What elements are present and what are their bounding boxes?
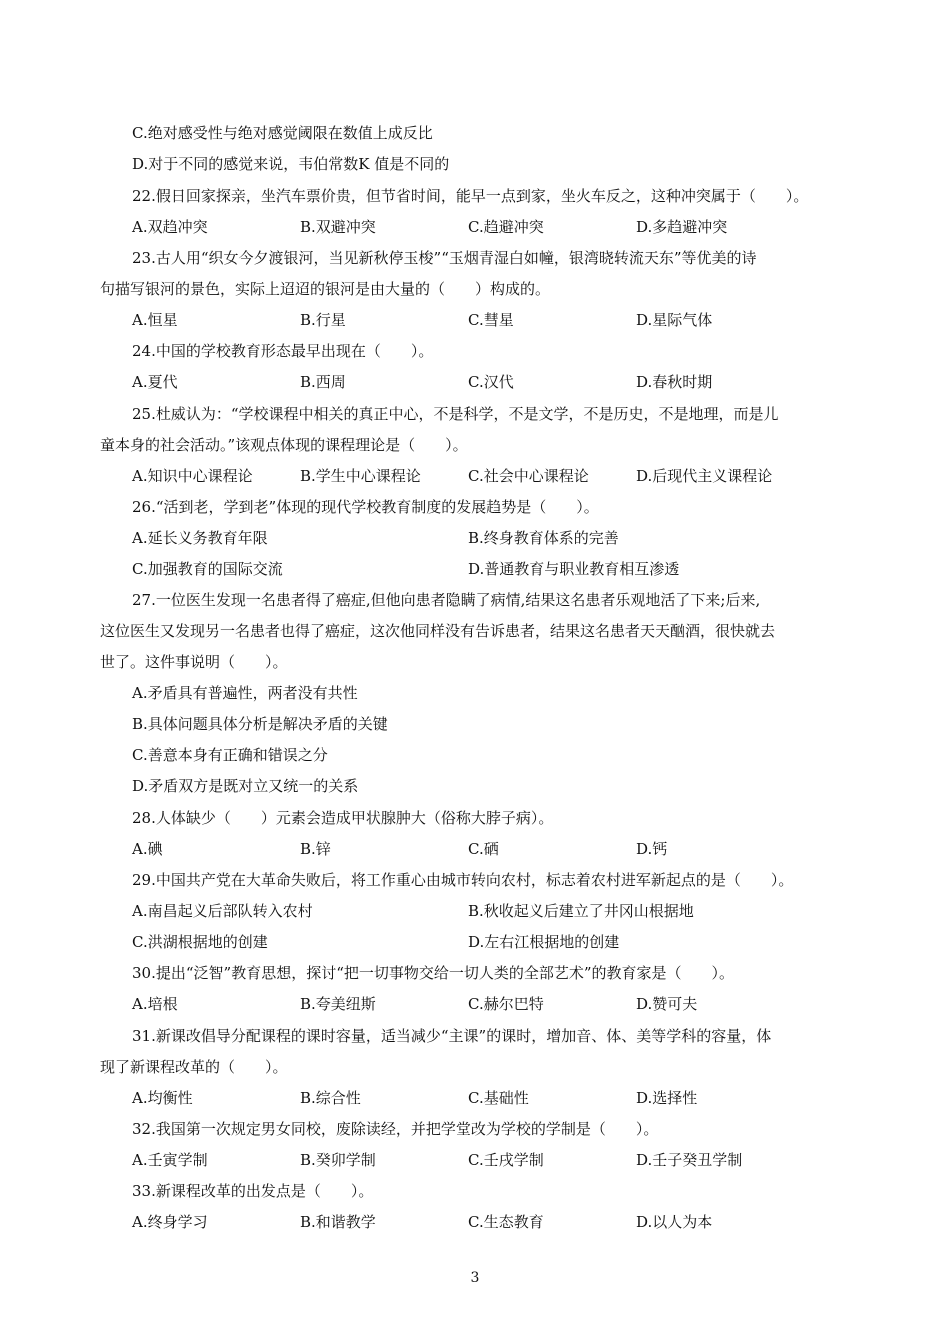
option-b: B.行星	[300, 311, 346, 329]
option-c: C.壬戌学制	[468, 1151, 544, 1169]
option-a: A.壬寅学制	[132, 1151, 208, 1169]
option-a: A.恒星	[132, 311, 178, 329]
option-c: C.社会中心课程论	[468, 467, 589, 485]
option-a: A.延长义务教育年限	[132, 529, 268, 547]
page-number: 3	[470, 1270, 480, 1286]
option-d: D.多趋避冲突	[636, 218, 728, 236]
question-30: 30.提出“泛智”教育思想，探讨“把一切事物交给一切人类的全部艺术”的教育家是（ ）。	[132, 964, 735, 982]
option-d: D.以人为本	[636, 1213, 713, 1231]
option-a: A.终身学习	[132, 1213, 208, 1231]
option-c: C.汉代	[468, 373, 514, 391]
option-c: C.基础性	[468, 1089, 529, 1107]
option-b: B.双避冲突	[300, 218, 376, 236]
question-27: 27.一位医生发现一名患者得了癌症,但他向患者隐瞒了病情,结果这名患者乐观地活了下来;后来,	[132, 591, 761, 609]
option-c: C.硒	[468, 840, 499, 858]
option-d: D.选择性	[636, 1089, 698, 1107]
option-d: D.钙	[636, 840, 668, 858]
question-25-cont: 童本身的社会活动。”该观点体现的课程理论是（ ）。	[100, 436, 468, 454]
option-a: A.夏代	[132, 373, 178, 391]
option-a: A.知识中心课程论	[132, 467, 253, 485]
option-a: A.培根	[132, 995, 178, 1013]
option-b: B.癸卯学制	[300, 1151, 376, 1169]
option-line: D.对于不同的感觉来说，韦伯常数K 值是不同的	[132, 155, 450, 173]
option-d: D.矛盾双方是既对立又统一的关系	[132, 777, 359, 795]
option-a: A.矛盾具有普遍性，两者没有共性	[132, 684, 358, 702]
option-b: B.西周	[300, 373, 346, 391]
question-27-cont: 这位医生又发现另一名患者也得了癌症，这次他同样没有告诉患者，结果这名患者天天酗酒，很快就去	[100, 622, 776, 640]
question-27-cont: 世了。这件事说明（ ）。	[100, 653, 288, 671]
option-c: C.赫尔巴特	[468, 995, 544, 1013]
question-23-cont: 句描写银河的景色，实际上迢迢的银河是由大量的（ ）构成的。	[100, 280, 551, 298]
option-d: D.春秋时期	[636, 373, 713, 391]
option-a: A.双趋冲突	[132, 218, 208, 236]
question-23: 23.古人用“织女今夕渡银河，当见新秋停玉梭”“玉烟青湿白如幢，银湾晓转流天东”等优美的诗	[132, 249, 757, 267]
option-c: C.趋避冲突	[468, 218, 544, 236]
option-c: C.生态教育	[468, 1213, 544, 1231]
option-b: B.和谐教学	[300, 1213, 376, 1231]
option-d: D.普通教育与职业教育相互渗透	[468, 560, 680, 578]
option-d: D.左右江根据地的创建	[468, 933, 620, 951]
option-b: B.学生中心课程论	[300, 467, 421, 485]
option-b: B.锌	[300, 840, 331, 858]
option-d: D.后现代主义课程论	[636, 467, 773, 485]
question-31-cont: 现了新课程改革的（ ）。	[100, 1058, 288, 1076]
option-b: B.终身教育体系的完善	[468, 529, 619, 547]
option-c: C.彗星	[468, 311, 514, 329]
option-d: D.星际气体	[636, 311, 713, 329]
option-line: C.绝对感受性与绝对感觉阈限在数值上成反比	[132, 124, 433, 142]
option-b: B.秋收起义后建立了井冈山根据地	[468, 902, 694, 920]
option-d: D.壬子癸丑学制	[636, 1151, 743, 1169]
question-24: 24.中国的学校教育形态最早出现在（ ）。	[132, 342, 434, 360]
question-22: 22.假日回家探亲，坐汽车票价贵，但节省时间，能早一点到家，坐火车反之，这种冲突属于（ ）。	[132, 187, 809, 205]
question-33: 33.新课程改革的出发点是（ ）。	[132, 1182, 374, 1200]
option-a: A.均衡性	[132, 1089, 193, 1107]
option-c: C.加强教育的国际交流	[132, 560, 283, 578]
question-26: 26.“活到老，学到老”体现的现代学校教育制度的发展趋势是（ ）。	[132, 498, 599, 516]
option-c: C.善意本身有正确和错误之分	[132, 746, 328, 764]
question-25: 25.杜威认为：“学校课程中相关的真正中心，不是科学，不是文学，不是历史，不是地理，而是儿	[132, 405, 779, 423]
option-b: B.具体问题具体分析是解决矛盾的关键	[132, 715, 388, 733]
option-b: B.夸美纽斯	[300, 995, 376, 1013]
option-a: A.南昌起义后部队转入农村	[132, 902, 313, 920]
option-a: A.碘	[132, 840, 163, 858]
question-31: 31.新课改倡导分配课程的课时容量，适当减少“主课”的课时，增加音、体、美等学科的容量，体	[132, 1027, 772, 1045]
option-b: B.综合性	[300, 1089, 361, 1107]
question-28: 28.人体缺少（ ）元素会造成甲状腺肿大（俗称大脖子病）。	[132, 809, 554, 827]
option-c: C.洪湖根据地的创建	[132, 933, 268, 951]
question-29: 29.中国共产党在大革命失败后，将工作重心由城市转向农村，标志着农村进军新起点的是（ ）。	[132, 871, 794, 889]
option-d: D.赞可夫	[636, 995, 698, 1013]
question-32: 32.我国第一次规定男女同校，废除读经，并把学堂改为学校的学制是（ ）。	[132, 1120, 659, 1138]
